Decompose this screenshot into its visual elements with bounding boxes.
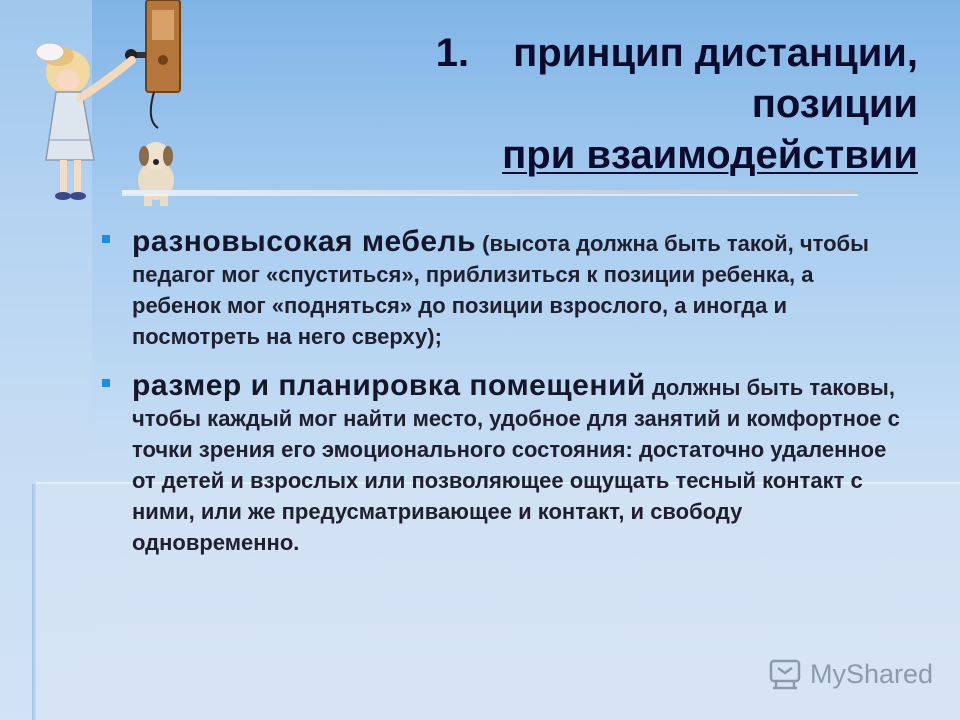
- bullet-lead: разновысокая мебель: [132, 225, 477, 258]
- slide-title: [218, 28, 918, 181]
- watermark-text: MyShared: [810, 658, 934, 689]
- bullet-text: должны быть таковы, чтобы каждый мог найти место, удобное для занятий и комфортное с точки зрения его эмоционального состояния: достаточно удаленное от детей и взрослых или позволяющее ощущать тесный контакт с ними, или же предусматривающее и контакт, и свободу одновременно.: [132, 375, 900, 555]
- bullet-list: [102, 226, 902, 576]
- title-line-2: позиции: [751, 82, 918, 126]
- title-line-3: при взаимодействии: [502, 133, 918, 177]
- girl-with-telephone-illustration: [28, 0, 193, 212]
- title-line-1: [218, 28, 918, 79]
- bullet-item-room: [102, 370, 902, 558]
- bullet-lead: размер и планировка помещений: [132, 369, 646, 402]
- myshared-logo-icon: [768, 657, 802, 691]
- title-number: 1.: [435, 31, 470, 75]
- bullet-item-furniture: [102, 226, 902, 352]
- myshared-watermark: [768, 657, 933, 691]
- title-text-1: принцип дистанции,: [513, 31, 918, 75]
- bullet-square-icon: [102, 379, 110, 387]
- bullet-text: (высота должна быть такой, чтобы педагог мог «спуститься», приблизиться к позиции ребенка, а ребенок мог «подняться» до позиции взрослого, а иногда и посмотреть на него сверху);: [132, 231, 869, 349]
- bullet-square-icon: [102, 235, 110, 243]
- title-divider: [122, 190, 858, 194]
